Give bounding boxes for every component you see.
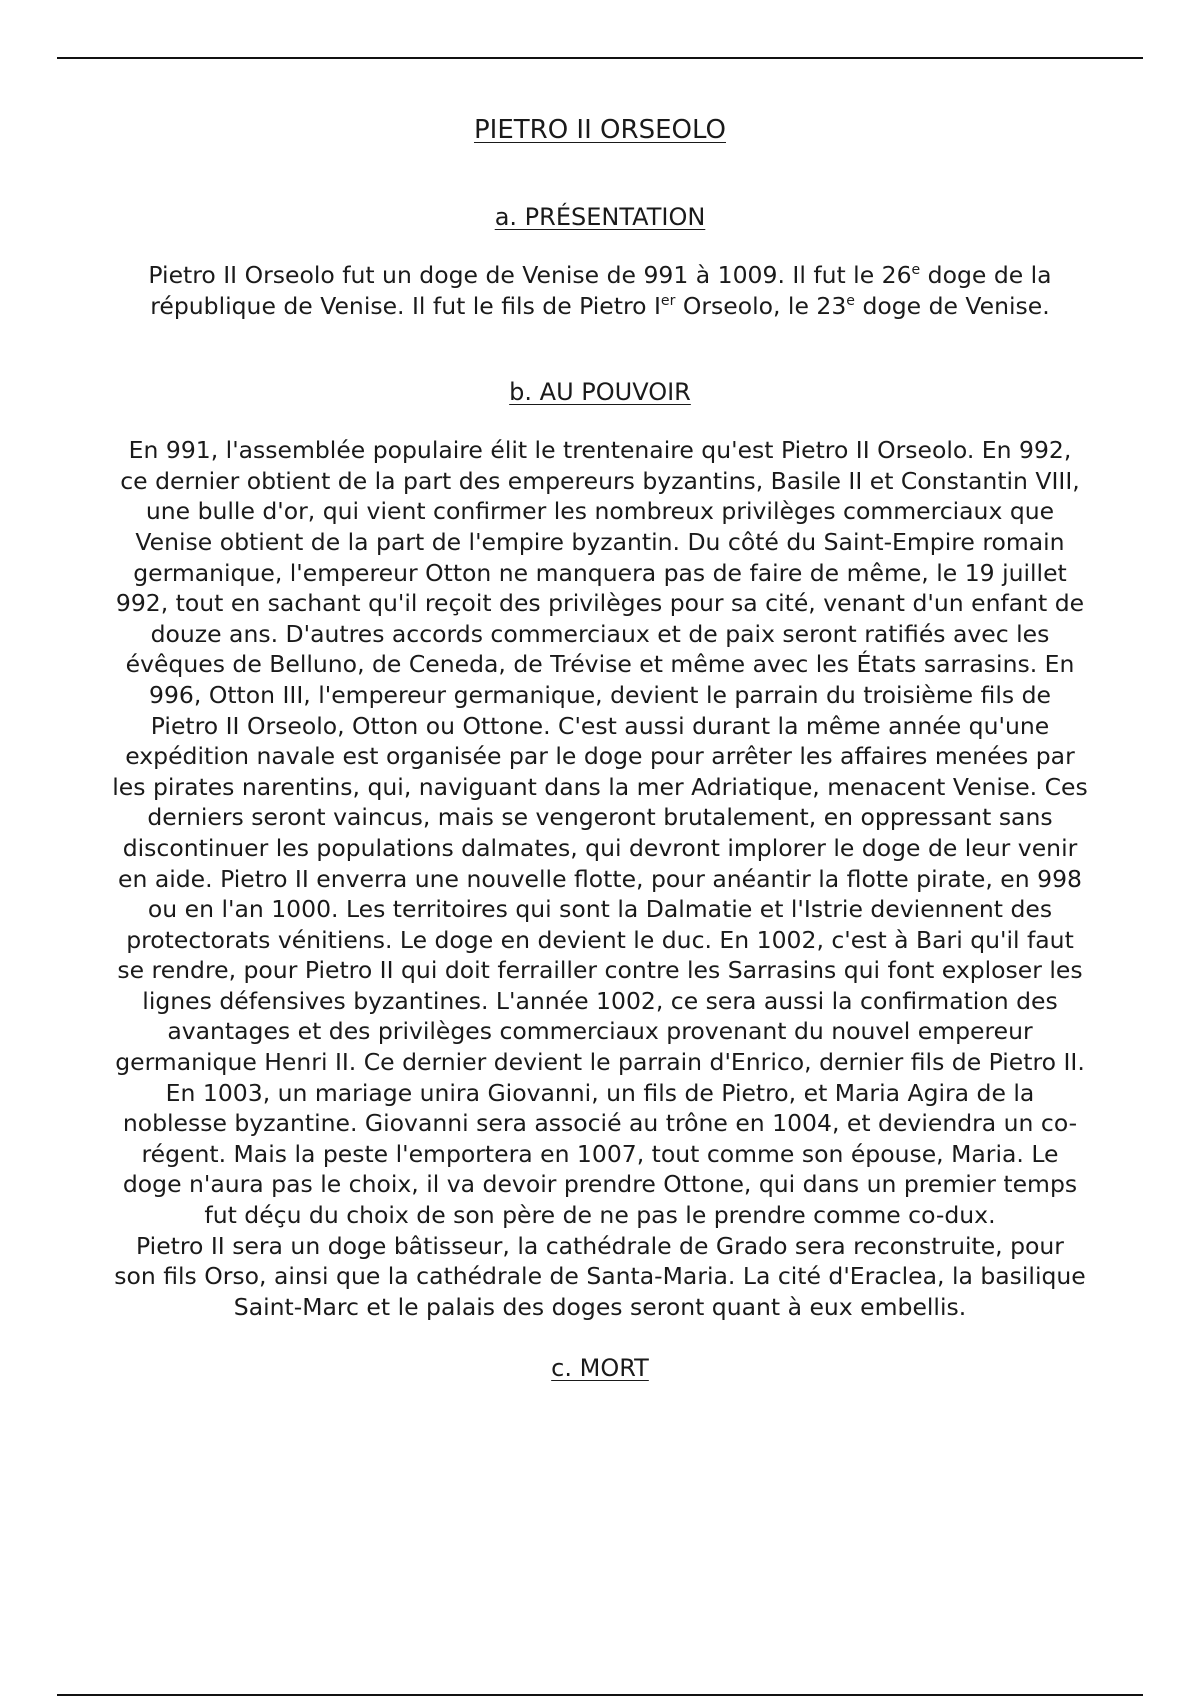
section-heading-presentation: a. PRÉSENTATION	[494, 203, 706, 231]
document-title: PIETRO II ORSEOLO	[473, 115, 726, 145]
pouvoir-paragraph-1: En 991, l'assemblée populaire élit le trentenaire qu'est Pietro II Orseolo. En 992, ce dernier obtient de la part des empereurs byzantins, Basile II et Constantin VIII, une bulle d'or, qui vient confirmer les nombreux privilèges commerciaux que Venise obtient de la part de l'empire byzantin. Du côté du Saint-Empire romain germanique, l'empereur Otton ne manquera pas de faire de même, le 19 juillet 992, tout en sachant qu'il reçoit des privilèges pour sa cité, venant d'un enfant de douze ans. D'autres accords commerciaux et de paix seront ratifiés avec les évêques de Belluno, de Ceneda, de Trévise et même avec les États sarrasins. En 996, Otton III, l'empereur germanique, devient le parrain du troisième fils de Pietro II Orseolo, Otton ou Ottone. C'est aussi durant la même année qu'une expédition navale est organisée par le doge pour arrêter les affaires menées par les pirates narentins, qui, naviguant dans la mer Adriatique, menacent Venise. Ces derniers seront vaincus, mais se vengeront brutalement, en oppressant sans discontinuer les populations dalmates, qui devront implorer le doge de leur venir en aide. Pietro II enverra une nouvelle flotte, pour anéantir la flotte pirate, en 998 ou en l'an 1000. Les territoires qui sont la Dalmatie et l'Istrie deviennent des protectorats vénitiens. Le doge en devient le duc. En 1002, c'est à Bari qu'il faut se rendre, pour Pietro II qui doit ferrailler contre les Sarrasins qui font exploser les lignes défensives byzantines. L'année 1002, ce sera aussi la confirmation des avantages et des privilèges commerciaux provenant du nouvel empereur germanique Henri II. Ce dernier devient le parrain d'Enrico, dernier fils de Pietro II. En 1003, un mariage unira Giovanni, un fils de Pietro, et Maria Agira de la noblesse byzantine. Giovanni sera associé au trône en 1004, et deviendra un co-régent. Mais la peste l'emportera en 1007, tout comme son épouse, Maria. Le doge n'aura pas le choix, il va devoir prendre Ottone, qui dans un premier temps fut déçu du choix de son père de ne pas le prendre comme co-dux.	[112, 436, 1088, 1230]
presentation-text-2: doge de la république de Venise. Il fut le fils de Pietro I	[150, 261, 1052, 320]
section-heading-mort: c. MORT	[551, 1354, 649, 1383]
superscript-e: e	[911, 262, 921, 279]
section-heading-pouvoir: b. AU POUVOIR	[509, 378, 691, 407]
presentation-text-4: doge de Venise.	[854, 291, 1050, 320]
presentation-paragraph	[120, 260, 1080, 321]
presentation-text-3: Orseolo, le 23	[675, 291, 847, 320]
document-page	[112, 110, 1088, 1386]
superscript-e: e	[846, 292, 855, 309]
pouvoir-paragraph-2: Pietro II sera un doge bâtisseur, la cathédrale de Grado sera reconstruite, pour son fils Orso, ainsi que la cathédrale de Santa-Maria. La cité d'Eraclea, la basilique Saint-Marc et le palais des doges seront quant à eux embellis.	[114, 1231, 1086, 1321]
presentation-text-1: Pietro II Orseolo fut un doge de Venise de 991 à 1009. Il fut le 26	[148, 261, 912, 289]
top-rule	[57, 57, 1143, 59]
superscript-er: er	[660, 292, 676, 309]
bottom-rule	[57, 1694, 1143, 1696]
